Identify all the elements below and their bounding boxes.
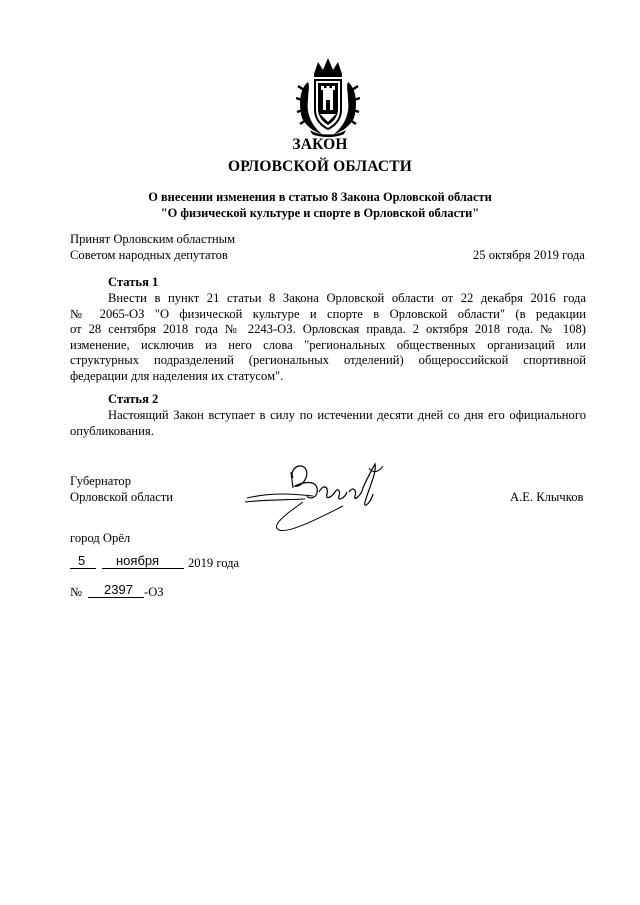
article2-body bbox=[70, 408, 586, 439]
law-number: 2397 bbox=[104, 582, 133, 597]
document-subtitle-line2: "О физической культуре и спорте в Орловской области" bbox=[160, 206, 480, 220]
sign-month-underline bbox=[102, 568, 184, 569]
governor-title-line2: Орловской области bbox=[70, 490, 174, 504]
number-prefix: № bbox=[70, 585, 83, 599]
sign-day: 5 bbox=[78, 553, 86, 568]
handwritten-signature bbox=[243, 458, 391, 536]
sign-month: ноября bbox=[116, 553, 160, 568]
coat-of-arms-emblem bbox=[296, 54, 360, 138]
adopted-date: 25 октября 2019 года bbox=[473, 248, 585, 262]
article2-heading: Статья 2 bbox=[108, 392, 159, 406]
sign-year: 2019 года bbox=[188, 556, 240, 570]
document-subtitle-line1: О внесении изменения в статью 8 Закона Орловской области bbox=[148, 190, 492, 204]
document-region: ОРЛОВСКОЙ ОБЛАСТИ bbox=[227, 158, 413, 175]
adopted-by-line1: Принят Орловским областным bbox=[70, 232, 236, 246]
sign-day-underline bbox=[70, 568, 96, 569]
article1-body bbox=[70, 291, 586, 384]
document-title: ЗАКОН bbox=[292, 136, 348, 153]
article1-line: структурных подразделений (региональных отделений) общероссийской спортивной bbox=[70, 353, 586, 367]
article1-line: федерации для наделения их статусом". bbox=[70, 368, 284, 383]
article1-line: № 2065-ОЗ "О физической культуре и спорте в Орловской области" (в редакции bbox=[70, 306, 586, 321]
city: город Орёл bbox=[70, 531, 131, 545]
article2-line: опубликования. bbox=[70, 423, 154, 438]
article1-line: изменение, исключив из него слова "региональных общественных организаций или bbox=[70, 337, 586, 352]
article1-line: от 28 сентября 2018 года № 2243-ОЗ. Орловская правда. 2 октября 2018 года. № 108) bbox=[70, 322, 586, 336]
article2-line: Настоящий Закон вступает в силу по истечении десяти дней со дня его официального bbox=[108, 408, 586, 422]
governor-name: А.Е. Клычков bbox=[510, 490, 584, 504]
article1-heading: Статья 1 bbox=[108, 275, 159, 289]
number-suffix: -ОЗ bbox=[144, 585, 164, 599]
governor-title-line1: Губернатор bbox=[70, 474, 131, 488]
article1-line: Внести в пункт 21 статьи 8 Закона Орловской области от 22 декабря 2016 года bbox=[108, 291, 586, 305]
law-number-underline bbox=[88, 597, 144, 598]
adopted-by-line2: Советом народных депутатов bbox=[70, 248, 228, 262]
